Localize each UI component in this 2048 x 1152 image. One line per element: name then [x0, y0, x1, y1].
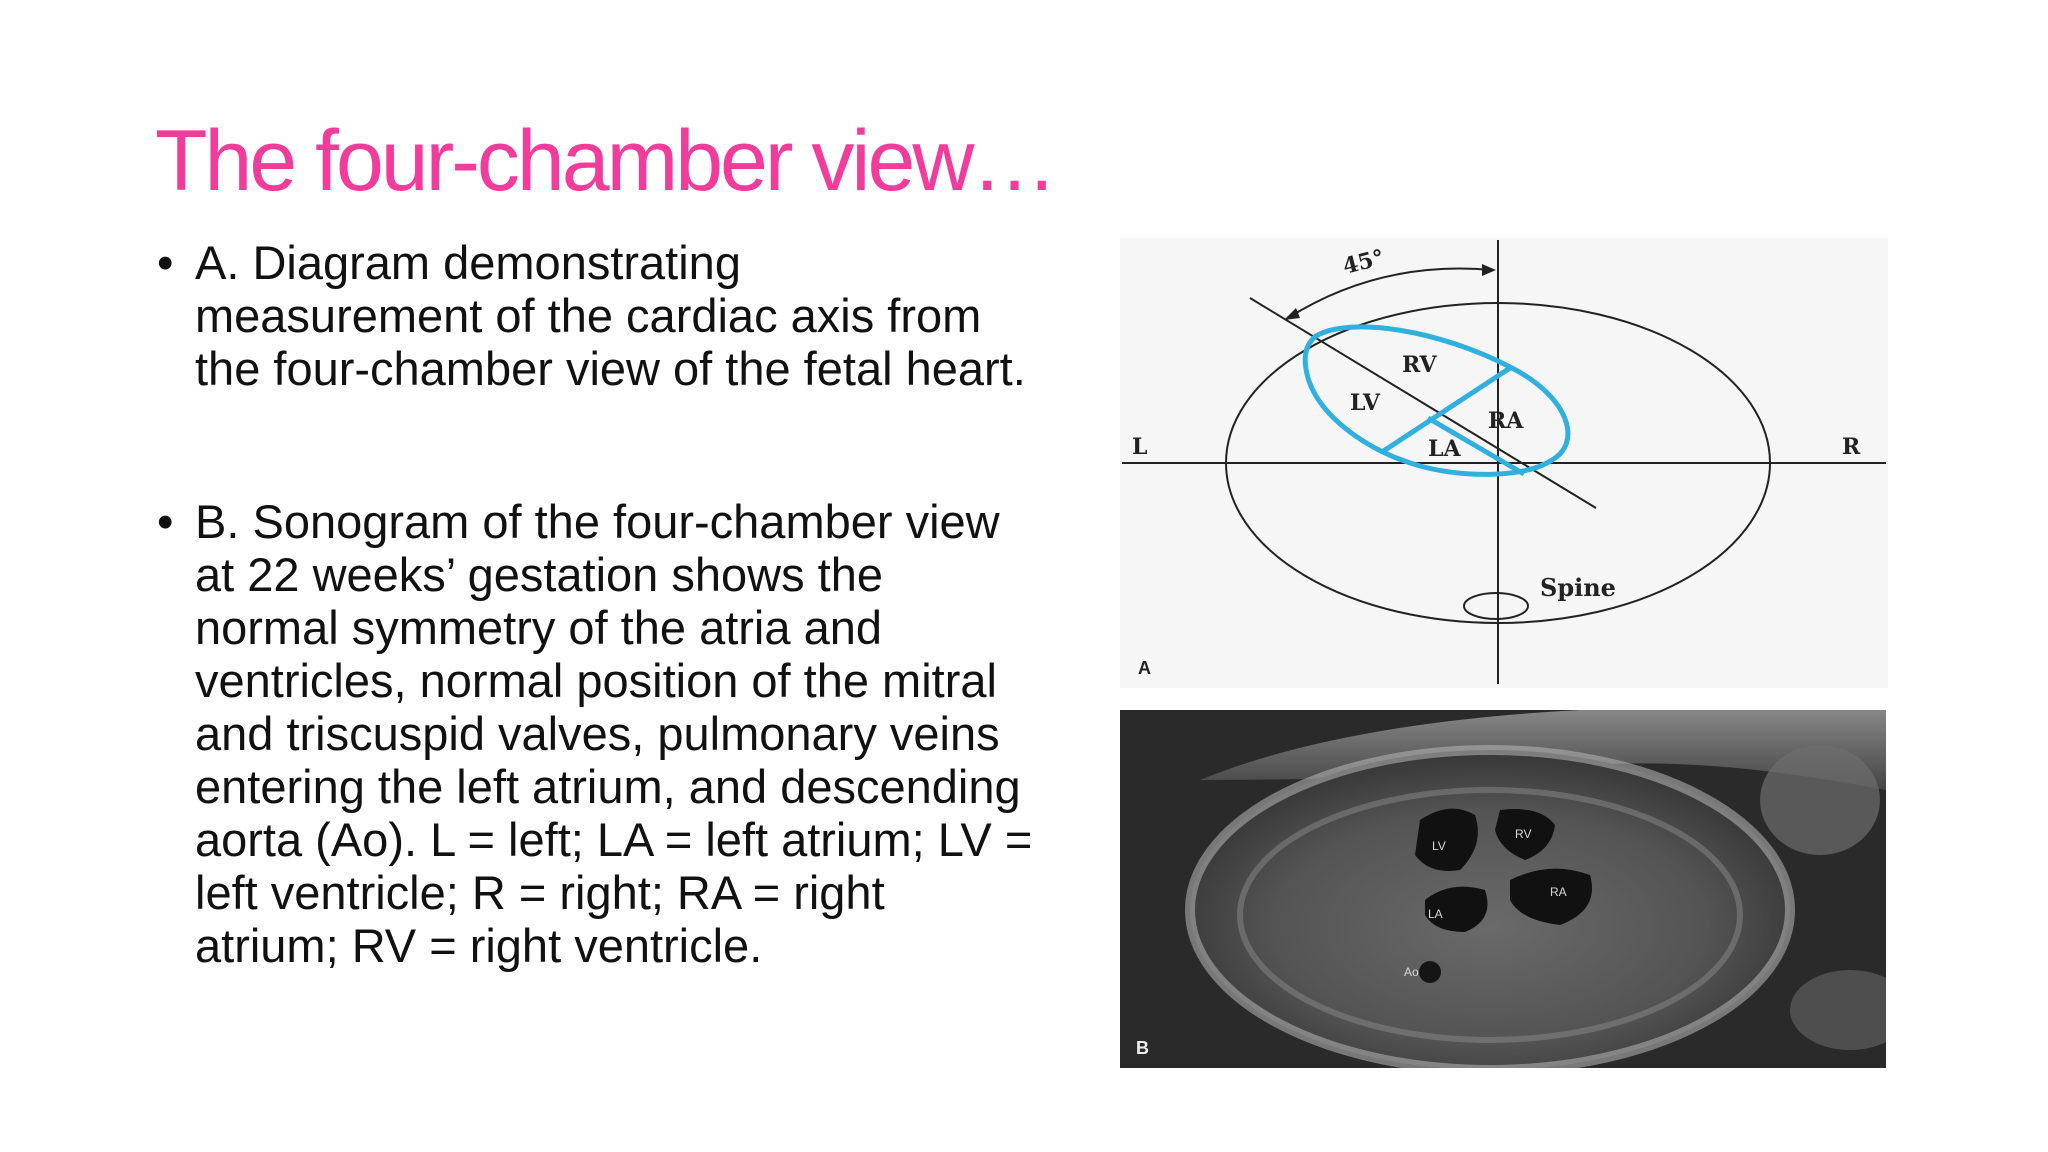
right-label: R: [1842, 434, 1861, 460]
angle-arc: [1288, 269, 1492, 318]
spine-label: Spine: [1540, 573, 1616, 602]
bullet-list: [155, 236, 1035, 972]
sonogram-image: [1120, 710, 1886, 1068]
panel-a-label: A: [1138, 658, 1151, 678]
angle-label: 45°: [1340, 244, 1387, 280]
sonogram-svg: [1120, 710, 1886, 1068]
arc-arrowhead-left: [1284, 308, 1300, 320]
arc-arrowhead-right: [1482, 264, 1496, 276]
bullet-marker: •: [157, 495, 174, 548]
bullet-item: [155, 495, 1035, 972]
sono-ao-label: Ao: [1404, 965, 1419, 979]
sono-rv-label: RV: [1515, 827, 1532, 841]
cardiac-axis-line: [1250, 298, 1596, 508]
rv-label: RV: [1402, 352, 1437, 378]
bullet-item: [155, 236, 1035, 395]
panel-b-label: B: [1136, 1038, 1149, 1058]
sono-la-label: LA: [1428, 907, 1443, 921]
sono-lv-label: LV: [1432, 839, 1446, 853]
cardiac-axis-diagram: [1120, 238, 1888, 688]
cardiac-axis-svg: [1120, 238, 1888, 688]
bullet-text: A. Diagram demonstrating measurement of the cardiac axis from the four-chamber view of the fetal heart.: [195, 236, 1026, 395]
bullet-marker: •: [157, 236, 174, 289]
aorta: [1419, 961, 1441, 983]
spine-outline: [1464, 593, 1528, 619]
ra-label: RA: [1488, 408, 1524, 434]
la-label: LA: [1428, 436, 1461, 462]
lv-label: LV: [1350, 390, 1380, 416]
left-label: L: [1132, 434, 1148, 460]
sono-ra-label: RA: [1550, 885, 1567, 899]
slide-title: The four-chamber view…: [155, 113, 1055, 209]
bullet-text: B. Sonogram of the four-chamber view at 22 weeks’ gestation shows the normal symmetry of the atria and ventricles, normal position of the mitral and triscuspid valves, pulmonary veins entering the left atrium, and descending aorta (Ao). L = left; LA = left atrium; LV = left ventricle; R = right; RA = right atrium; RV = right ventricle.: [195, 495, 1033, 972]
